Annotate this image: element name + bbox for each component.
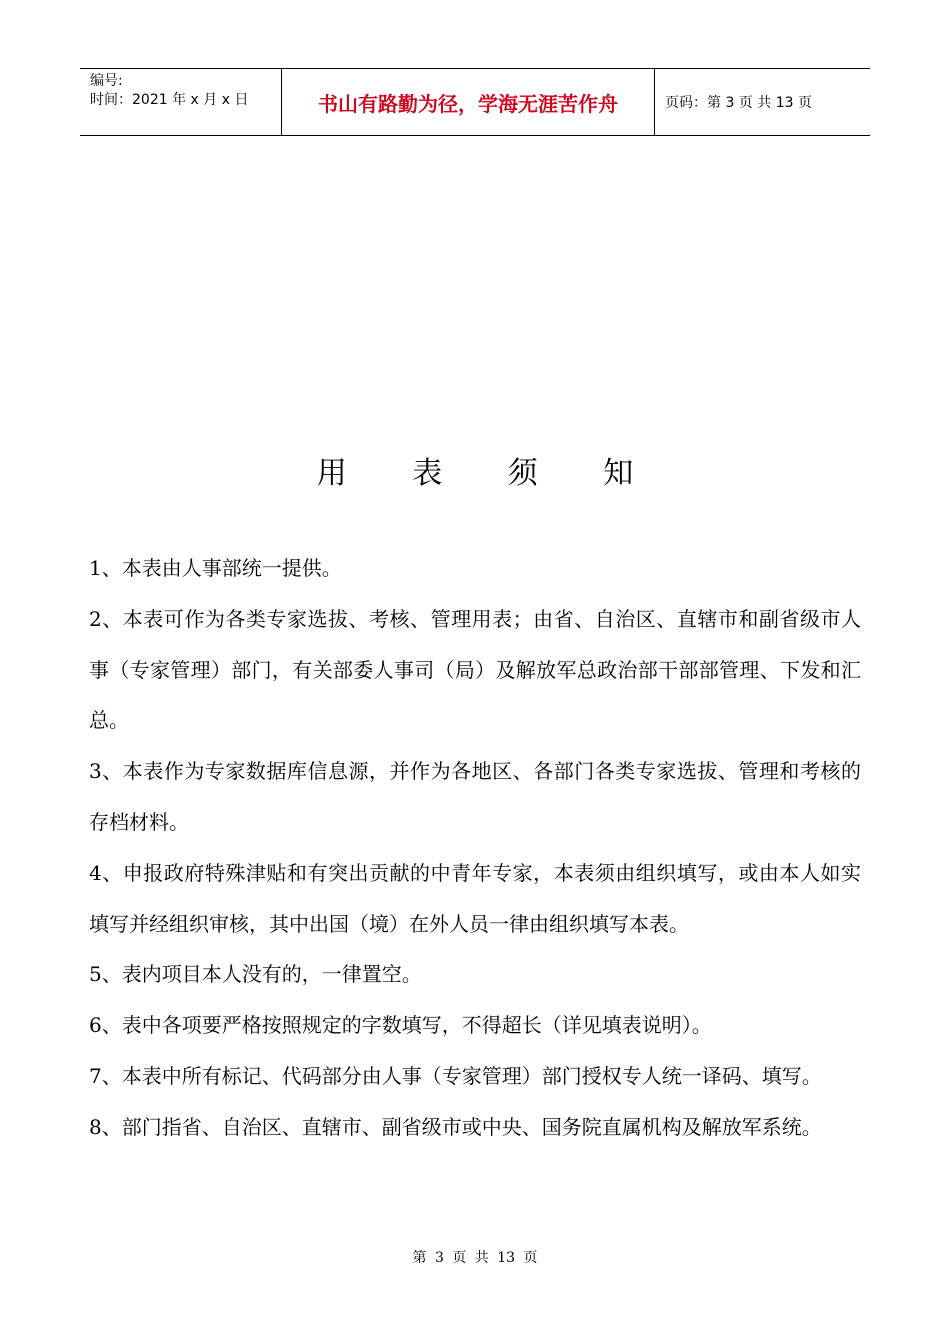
instruction-item-8: 8、部门指省、自治区、直辖市、副省级市或中央、国务院直属机构及解放军系统。 <box>89 1114 822 1139</box>
serial-number-label: 编号: <box>90 73 123 89</box>
instruction-item-3: 3、本表作为专家数据库信息源，并作为各地区、各部门各类专家选拔、管理和考核的存档材料。 <box>89 759 861 834</box>
header-page-info: 页码：第 3 页 共 13 页 <box>665 95 812 111</box>
header-meta <box>80 69 281 135</box>
header-motto: 书山有路勤为径，学海无涯苦作舟 <box>281 69 655 135</box>
page-header <box>80 68 870 136</box>
instructions-list <box>89 543 861 1153</box>
instruction-item-1: 1、本表由人事部统一提供。 <box>89 556 342 580</box>
instruction-item-2: 2、本表可作为各类专家选拔、考核、管理用表；由省、自治区、直辖市和副省级市人事（专家管理）部门，有关部委人事司（局）及解放军总政治部干部部管理、下发和汇总。 <box>89 606 861 733</box>
page-footer: 第 3 页 共 13 页 <box>412 1250 538 1266</box>
document-title: 用 表 须 知 <box>316 456 662 491</box>
date-label: 时间：2021 年 x 月 x 日 <box>90 92 249 108</box>
instruction-item-5: 5、表内项目本人没有的，一律置空。 <box>89 962 422 987</box>
instruction-item-6: 6、表中各项要严格按照规定的字数填写，不得超长（详见填表说明）。 <box>89 1013 712 1038</box>
instruction-item-4: 4、申报政府特殊津贴和有突出贡献的中青年专家，本表须由组织填写，或由本人如实填写并经组织审核，其中出国（境）在外人员一律由组织填写本表。 <box>89 860 861 936</box>
instruction-item-7: 7、本表中所有标记、代码部分由人事（专家管理）部门授权专人统一译码、填写。 <box>89 1063 822 1088</box>
